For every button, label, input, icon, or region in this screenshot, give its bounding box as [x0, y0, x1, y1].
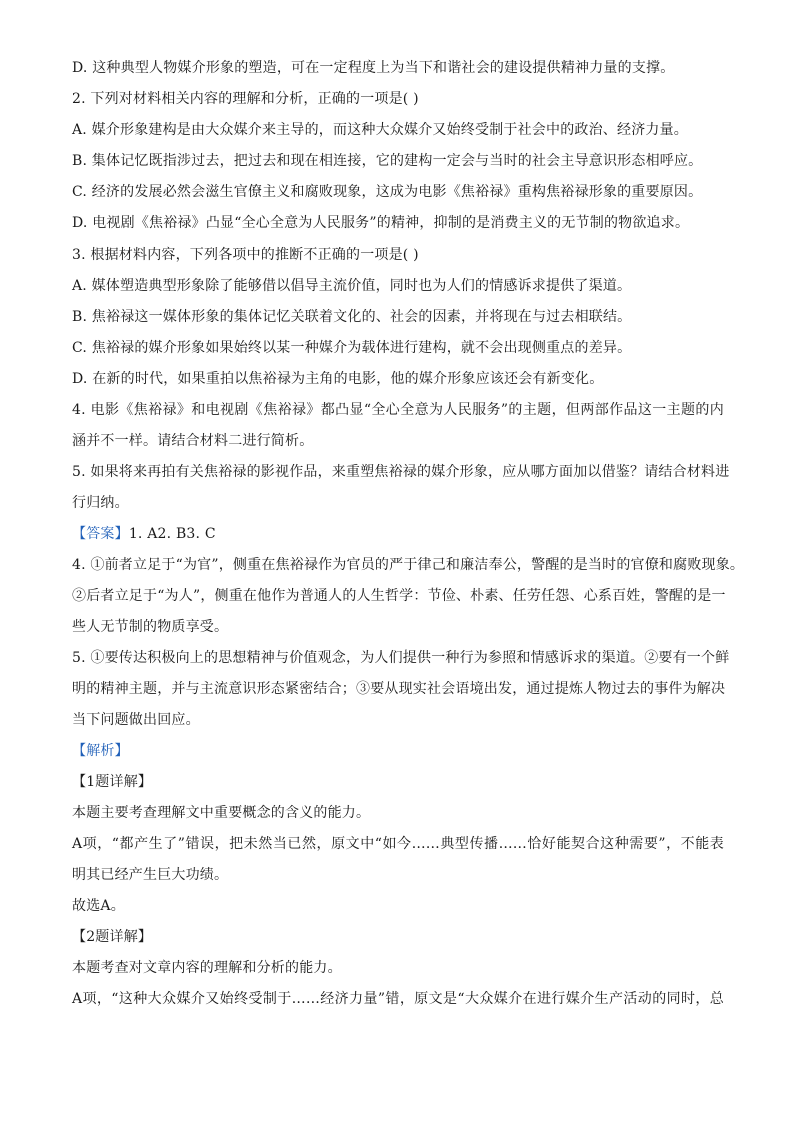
body-line: A项，“这种大众媒介又始终受制于……经济力量”错，原文是“大众媒介在进行媒介生产活动的同时，总 [72, 991, 724, 1007]
body-line: 明其已经产生巨大功绩。 [72, 867, 229, 883]
body-line: 本题主要考查理解文中重要概念的含义的能力。 [72, 805, 371, 821]
option-line: C. 经济的发展必然会滋生官僚主义和腐败现象，这成为电影《焦裕禄》重构焦裕禄形象的重要原因。 [72, 184, 703, 200]
option-line: D. 在新的时代，如果重拍以焦裕禄为主角的电影，他的媒介形象应该还会有新变化。 [72, 371, 604, 387]
answer-tag: 【答案】 [72, 526, 129, 542]
question-line: 4. 电影《焦裕禄》和电视剧《焦裕禄》都凸显“全心全意为人民服务”的主题，但两部作品这一主题的内 [72, 402, 724, 418]
answer-line: ②后者立足于“为人”，侧重在他作为普通人的人生哲学：节俭、朴素、任劳任怨、心系百姓，警醒的是一 [72, 588, 726, 604]
question-line: 5. 如果将来再拍有关焦裕禄的影视作品，来重塑焦裕禄的媒介形象，应从哪方面加以借鉴？请结合材料进 [72, 464, 730, 480]
answer-line [72, 524, 216, 544]
question-line: 2. 下列对材料相关内容的理解和分析，正确的一项是( ) [72, 91, 419, 107]
section-heading: 【1题详解】 [72, 774, 153, 790]
answer-line: 明的精神主题，并与主流意识形态紧密结合；③要从现实社会语境出发，通过提炼人物过去的事件为解决 [72, 681, 726, 697]
option-line: C. 焦裕禄的媒介形象如果始终以某一种媒介为载体进行建构，就不会出现侧重点的差异。 [72, 340, 632, 356]
analysis-heading: 【解析】 [72, 743, 129, 759]
body-line: 故选A。 [72, 898, 125, 914]
answer-line: 当下问题做出回应。 [72, 712, 200, 728]
body-line: 本题考查对文章内容的理解和分析的能力。 [72, 960, 342, 976]
answer-line: 些人无节制的物质享受。 [72, 619, 229, 635]
option-line: A. 媒体塑造典型形象除了能够借以倡导主流价值，同时也为人们的情感诉求提供了渠道。 [72, 278, 632, 294]
question-line: 3. 根据材料内容，下列各项中的推断不正确的一项是( ) [72, 247, 419, 263]
option-line: D. 电视剧《焦裕禄》凸显“全心全意为人民服务”的精神，抑制的是消费主义的无节制的物欲追求。 [72, 215, 690, 231]
answer-text: 1. A2. B3. C [128, 526, 216, 542]
option-line: A. 媒介形象建构是由大众媒介来主导的，而这种大众媒介又始终受制于社会中的政治、经济力量。 [72, 122, 689, 138]
option-line: D. 这种典型人物媒介形象的塑造，可在一定程度上为当下和谐社会的建设提供精神力量的支撑。 [72, 60, 675, 76]
option-line: B. 焦裕禄这一媒体形象的集体记忆关联着文化的、社会的因素，并将现在与过去相联结。 [72, 309, 632, 325]
answer-line: 5. ①要传达积极向上的思想精神与价值观念，为人们提供一种行为参照和情感诉求的渠道。②要有一个鲜 [72, 650, 730, 666]
section-heading: 【2题详解】 [72, 929, 153, 945]
question-line: 涵并不一样。请结合材料二进行简析。 [72, 433, 314, 449]
question-line: 行归纳。 [72, 495, 129, 511]
body-line: A项，“都产生了”错误，把未然当已然，原文中“如今……典型传播……恰好能契合这种需要”，不能表 [72, 836, 724, 852]
option-line: B. 集体记忆既指涉过去，把过去和现在相连接，它的建构一定会与当时的社会主导意识形态相呼应。 [72, 153, 703, 169]
answer-line: 4. ①前者立足于“为官”，侧重在焦裕禄作为官员的严于律己和廉洁奉公，警醒的是当时的官僚和腐败现象。 [72, 557, 745, 573]
